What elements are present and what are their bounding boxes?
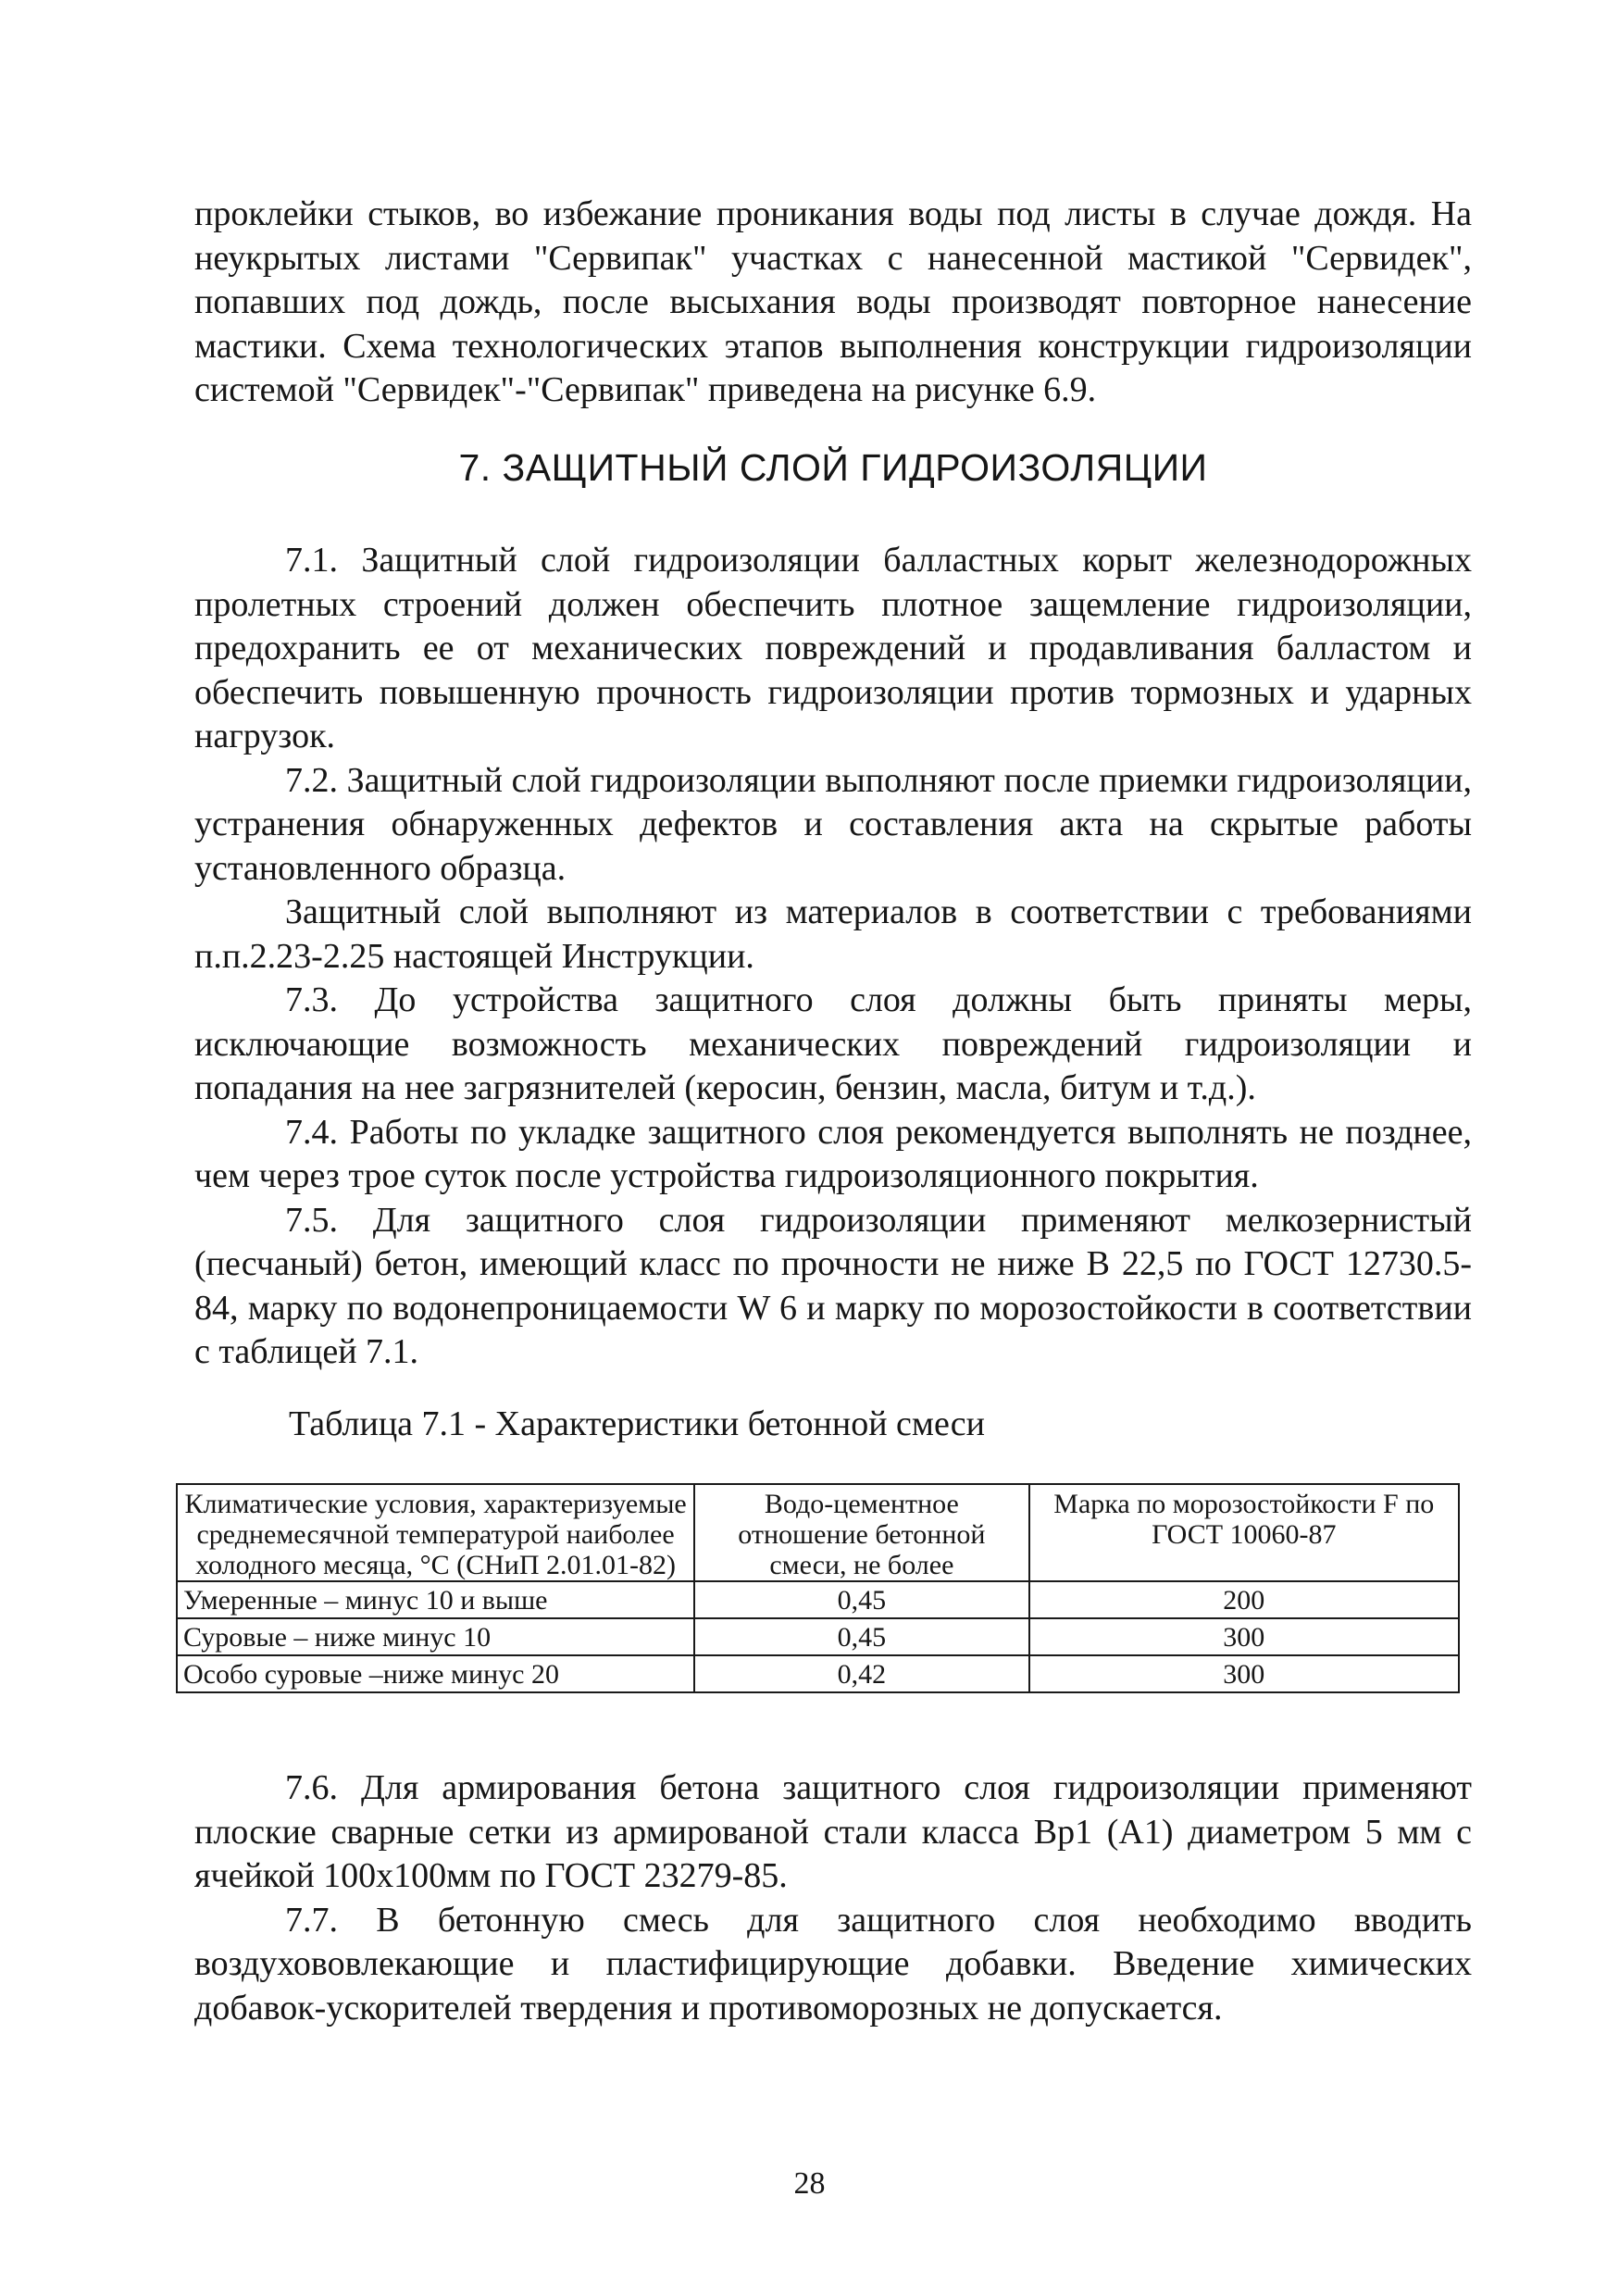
header-climate: Климатические условия, характеризуемые среднемесячной температурой наиболее холодного месяца, °С (СНиП 2.01.01-82): [177, 1484, 694, 1581]
intro-block: [194, 193, 1472, 413]
header-water-cement: Водо-цементное отношение бетонной смеси, не более: [694, 1484, 1028, 1581]
cell-condition: Особо суровые –ниже минус 20: [177, 1655, 694, 1692]
section-body: [194, 539, 1472, 1375]
intro-paragraph: проклейки стыков, во избежание проникания воды под листы в случае дождя. На неукрытых листами "Сервипак" участках с нанесенной мастикой "Сервидек", попавших под дождь, после высыхания воды производят повторное нанесение мастики. Схема технологических этапов выполнения конструкции гидроизоляции системой "Сервидек"-"Сервипак" приведена на рисунке 6.9.: [194, 194, 1472, 409]
cell-frost: 300: [1029, 1655, 1459, 1692]
paragraph-materials: Защитный слой выполняют из материалов в соответствии с требованиями п.п.2.23-2.25 настоящей Инструкции.: [194, 892, 1472, 976]
concrete-characteristics-table: [176, 1483, 1460, 1693]
page-number: 28: [793, 2166, 826, 2201]
paragraph-7-5: 7.5. Для защитного слоя гидроизоляции применяют мелкозернистый (песчаный) бетон, имеющий класс по прочности не ниже В 22,5 по ГОСТ 12730.5-84, марку по водонепроницаемости W 6 и марку по морозостойкости в соответствии с таблицей 7.1.: [194, 1200, 1472, 1371]
cell-condition: Суровые – ниже минус 10: [177, 1618, 694, 1655]
cell-frost: 300: [1029, 1618, 1459, 1655]
paragraph-7-1: 7.1. Защитный слой гидроизоляции балластных корыт железнодорожных пролетных строений должен обеспечить плотное защемление гидроизоляции, предохранить ее от механических повреждений и продавливания балластом и обеспечить повышенную прочность гидроизоляции против тормозных и ударных нагрузок.: [194, 541, 1472, 755]
cell-condition: Умеренные – минус 10 и выше: [177, 1581, 694, 1618]
paragraph-7-2: 7.2. Защитный слой гидроизоляции выполняют после приемки гидроизоляции, устранения обнаруженных дефектов и составления акта на скрытые работы установленного образца.: [194, 760, 1472, 888]
section-body-after-table: [194, 1766, 1472, 2030]
paragraph-7-3: 7.3. До устройства защитного слоя должны быть приняты меры, исключающие возможность механических повреждений гидроизоляции и попадания на нее загрязнителей (керосин, бензин, масла, битум и т.д.).: [194, 980, 1472, 1107]
table-row: [177, 1618, 1459, 1655]
header-frost: Марка по морозостойкости F по ГОСТ 10060-87: [1029, 1484, 1459, 1581]
table-caption: Таблица 7.1 - Характеристики бетонной смеси: [289, 1404, 985, 1443]
paragraph-7-4: 7.4. Работы по укладке защитного слоя рекомендуется выполнять не позднее, чем через трое суток после устройства гидроизоляционного покрытия.: [194, 1112, 1472, 1195]
cell-ratio: 0,45: [694, 1618, 1028, 1655]
cell-frost: 200: [1029, 1581, 1459, 1618]
table-row: [177, 1581, 1459, 1618]
table-row: [177, 1655, 1459, 1692]
paragraph-7-6: 7.6. Для армирования бетона защитного слоя гидроизоляции применяют плоские сварные сетки из армированой стали класса Вр1 (А1) диаметром 5 мм с ячейкой 100х100мм по ГОСТ 23279-85.: [194, 1768, 1472, 1895]
section-title: 7. ЗАЩИТНЫЙ СЛОЙ ГИДРОИЗОЛЯЦИИ: [458, 446, 1208, 489]
table-header-row: [177, 1484, 1459, 1581]
cell-ratio: 0,45: [694, 1581, 1028, 1618]
cell-ratio: 0,42: [694, 1655, 1028, 1692]
paragraph-7-7: 7.7. В бетонную смесь для защитного слоя необходимо вводить воздухововлекающие и пластифицирующие добавки. Введение химических добавок-ускорителей твердения и противоморозных не допускается.: [194, 1900, 1472, 2028]
